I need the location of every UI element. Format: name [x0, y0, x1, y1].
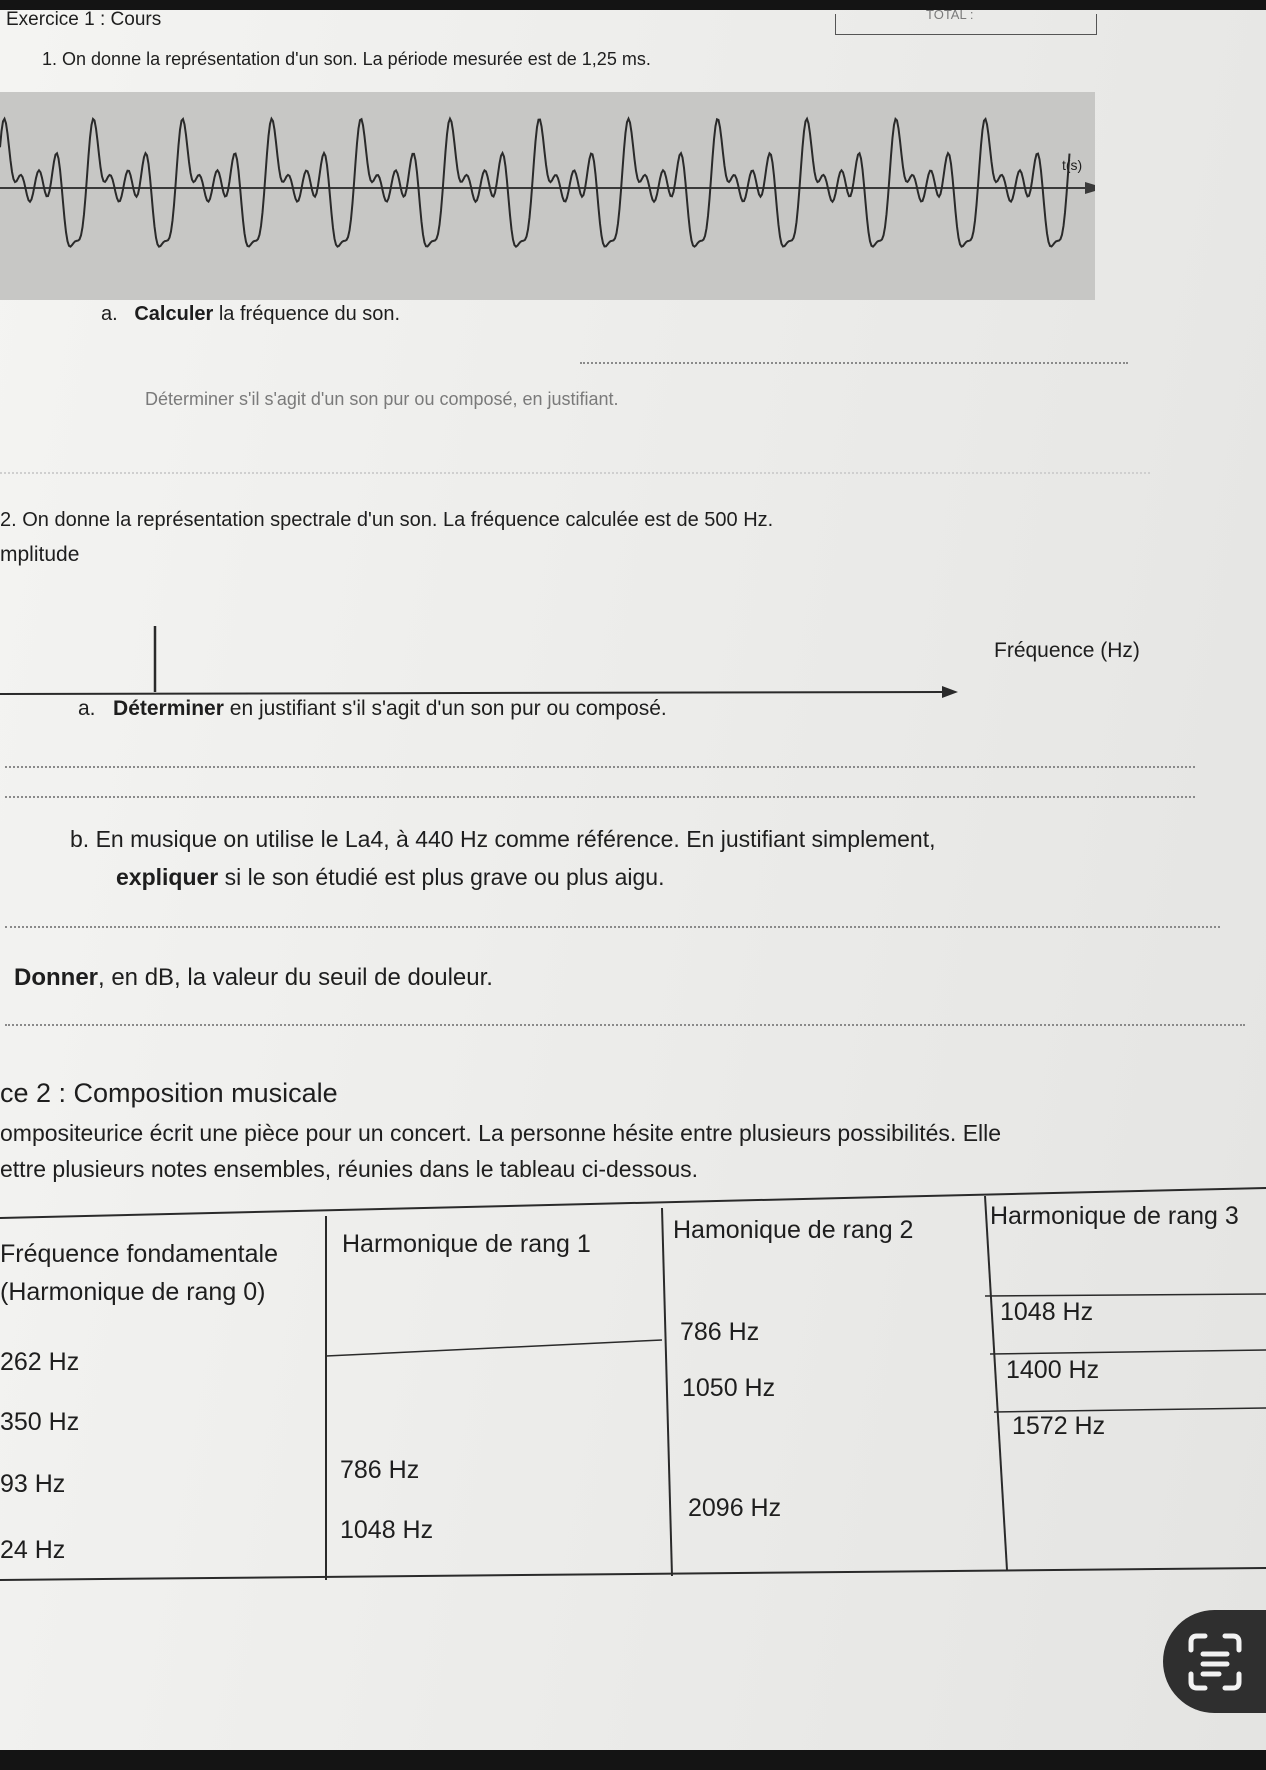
q2a-rest: en justifiant s'il s'agit d'un son pur ou composé.	[229, 697, 667, 720]
answer-line	[5, 926, 1220, 928]
total-box	[835, 10, 1097, 35]
rank3-cell: 1400 Hz	[1006, 1356, 1100, 1384]
time-axis-label: t(s)	[1062, 157, 1083, 173]
rank3-cell: 1048 Hz	[1000, 1298, 1094, 1326]
rank2-cell: 2096 Hz	[688, 1494, 782, 1522]
fundamental-cell: 262 Hz	[0, 1348, 80, 1376]
total-label: TOTAL :	[926, 10, 974, 22]
answer-line	[5, 1024, 1245, 1026]
q1a-rest: la fréquence du son.	[218, 303, 401, 325]
q1a-question	[101, 304, 400, 324]
bottom-edge	[0, 1750, 1266, 1770]
q2b-line2	[116, 866, 665, 889]
sound-waveform	[0, 92, 1095, 300]
q3-question	[14, 966, 493, 990]
q2b-line1: b. En musique on utilise le La4, à 440 Hz comme référence. En justifiant simplement,	[70, 826, 936, 852]
q1a-verb: Calculer	[134, 303, 214, 325]
exercise1-title: Exercice 1 : Cours	[6, 10, 162, 30]
rank2-cell: 1050 Hz	[682, 1374, 776, 1402]
answer-line	[5, 766, 1195, 768]
axis-arrow	[942, 686, 958, 698]
q2a-question	[78, 698, 667, 719]
text-scan-icon	[1163, 1610, 1266, 1713]
rank1-cell: 1048 Hz	[340, 1516, 434, 1544]
q2b-rest: si le son étudié est plus grave ou plus aigu.	[224, 864, 665, 890]
header-rank0: (Harmonique de rang 0)	[0, 1278, 266, 1306]
scan-text-button[interactable]	[1163, 1610, 1266, 1713]
q2-statement: 2. On donne la représentation spectrale d'un son. La fréquence calculée est de 500 Hz.	[0, 509, 774, 531]
top-edge	[0, 0, 1266, 10]
q1a-prefix: a.	[101, 303, 118, 325]
header-rank1: Harmonique de rang 1	[342, 1230, 591, 1258]
fundamental-cell: 350 Hz	[0, 1408, 80, 1436]
spectrum-y-label: mplitude	[0, 543, 80, 566]
exercise2-line1: ompositeurice écrit une pièce pour un concert. La personne hésite entre plusieurs possibilités. Elle	[0, 1120, 1002, 1146]
rank3-cell: 1572 Hz	[1012, 1412, 1106, 1440]
q3-verb: Donner	[14, 964, 98, 991]
header-rank2: Hamonique de rang 2	[673, 1216, 914, 1244]
answer-line	[0, 472, 1150, 474]
q1-statement: 1. On donne la représentation d'un son. La période mesurée est de 1,25 ms.	[42, 49, 651, 69]
spectrum-x-label: Fréquence (Hz)	[994, 639, 1140, 662]
header-rank3: Harmonique de rang 3	[990, 1202, 1239, 1230]
fundamental-cell: 93 Hz	[0, 1470, 66, 1498]
worksheet-page	[0, 10, 1266, 1750]
rank2-cell: 786 Hz	[680, 1318, 760, 1346]
frequency-axis	[0, 692, 942, 694]
answer-line	[580, 362, 1128, 364]
q2a-prefix: a.	[78, 697, 96, 720]
rank1-cell: 786 Hz	[340, 1456, 420, 1484]
q1b-question: Déterminer s'il s'agit d'un son pur ou composé, en justifiant.	[145, 389, 619, 409]
waveform-line	[0, 119, 1070, 247]
header-fundamental: Fréquence fondamentale	[0, 1240, 278, 1268]
answer-line	[5, 796, 1195, 798]
q3-rest: , en dB, la valeur du seuil de douleur.	[98, 964, 493, 991]
exercise2-line2: ettre plusieurs notes ensembles, réunies dans le tableau ci-dessous.	[0, 1156, 699, 1182]
exercise2-title: ce 2 : Composition musicale	[0, 1078, 338, 1108]
harmonics-table	[0, 1178, 1266, 1598]
q2b-verb: expliquer	[116, 864, 219, 890]
axis-arrow	[1085, 182, 1095, 194]
q2a-verb: Déterminer	[113, 697, 224, 720]
waveform-graph	[0, 92, 1095, 300]
fundamental-cell: 24 Hz	[0, 1536, 66, 1564]
